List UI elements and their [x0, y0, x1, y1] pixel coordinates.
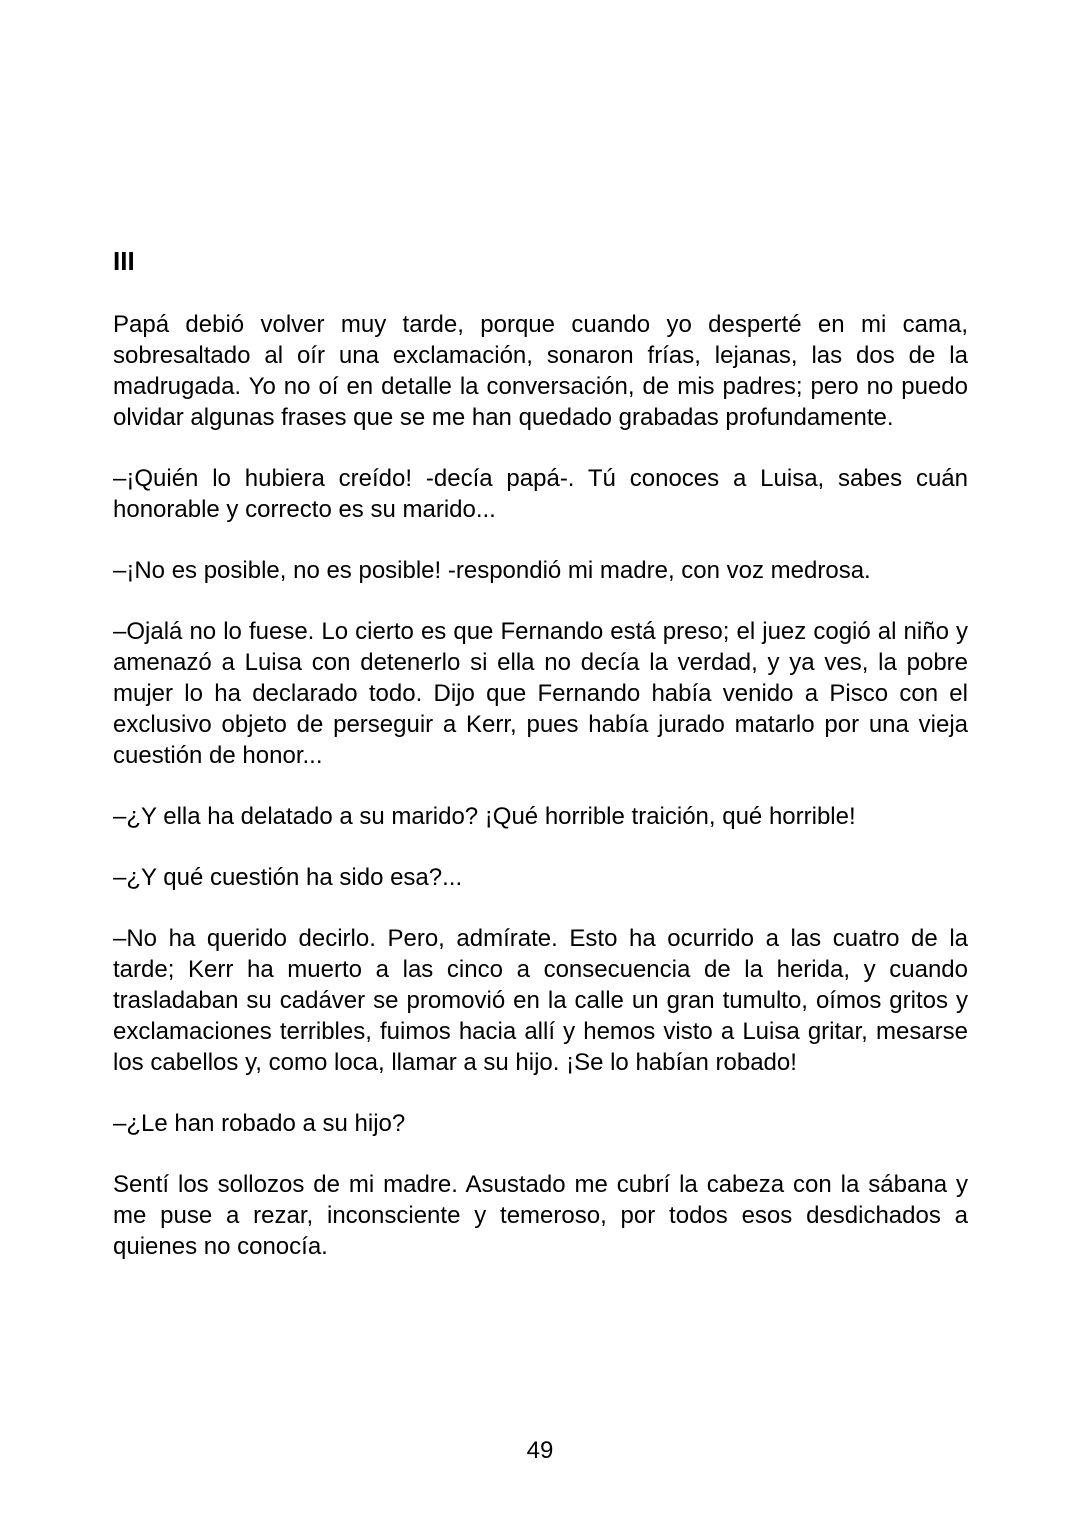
- paragraph: –No ha querido decirlo. Pero, admírate. Esto ha ocurrido a las cuatro de la tarde; Kerr ha muerto a las cinco a consecuencia de la herida, y cuando trasladaban su cadáver se promovió en la calle un gran tumulto, oímos gritos y exclamaciones terribles, fuimos hacia allí y hemos visto a Luisa gritar, mesarse los cabellos y, como loca, llamar a su hijo. ¡Se lo habían robado!: [113, 925, 968, 1076]
- paragraph: –¡No es posible, no es posible! -respondió mi madre, con voz medrosa.: [113, 557, 871, 584]
- paragraph: –Ojalá no lo fuese. Lo cierto es que Fernando está preso; el juez cogió al niño y amenazó a Luisa con detenerlo si ella no decía la verdad, y ya ves, la pobre mujer lo ha declarado todo. Dijo que Fernando había venido a Pisco con el exclusivo objeto de perseguir a Kerr, pues había jurado matarlo por una vieja cuestión de honor...: [113, 618, 968, 769]
- page-number: 49: [526, 1437, 554, 1464]
- paragraph: Sentí los sollozos de mi madre. Asustado me cubrí la cabeza con la sábana y me puse a rezar, inconsciente y temeroso, por todos esos desdichados a quienes no conocía.: [113, 1171, 968, 1260]
- paragraph: –¡Quién lo hubiera creído! -decía papá-. Tú conoces a Luisa, sabes cuán honorable y correcto es su marido...: [113, 465, 968, 523]
- chapter-heading: III: [113, 246, 135, 276]
- paragraph: Papá debió volver muy tarde, porque cuando yo desperté en mi cama, sobresaltado al oír una exclamación, sonaron frías, lejanas, las dos de la madrugada. Yo no oí en detalle la conversación, de mis padres; pero no puedo olvidar algunas frases que se me han quedado grabadas profundamente.: [113, 311, 968, 431]
- page-content: [113, 246, 968, 1292]
- paragraph: –¿Y ella ha delatado a su marido? ¡Qué horrible traición, qué horrible!: [113, 803, 856, 830]
- paragraph: –¿Le han robado a su hijo?: [113, 1110, 406, 1137]
- paragraph: –¿Y qué cuestión ha sido esa?...: [113, 864, 463, 891]
